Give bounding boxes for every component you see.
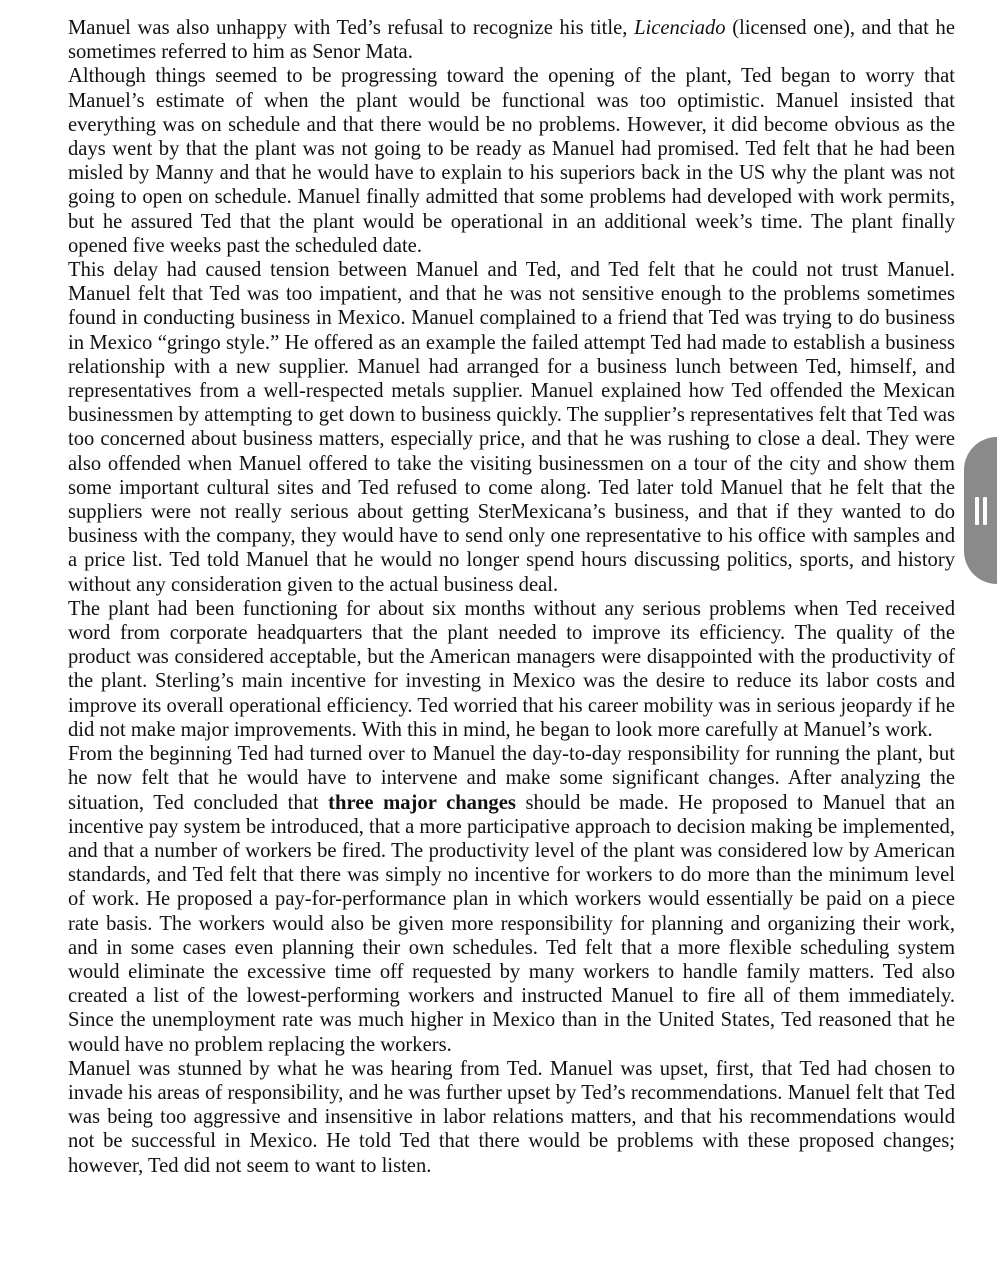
paragraph-3: This delay had caused tension between Manuel and Ted, and Ted felt that he could not trust Manuel. Manuel felt that Ted was too impatient, and that he was not sensitive enough to the problems sometimes found in conducting business in Mexico. Manuel complained to a friend that Ted was trying to do business in Mexico “gringo style.” He offered as an example the failed attempt Ted had made to establish a business relationship with a new supplier. Manuel had arranged for a business lunch between Ted, himself, and representatives from a well-respected metals supplier. Manuel explained how Ted offended the Mexican businessmen by attempting to get down to business quickly. The supplier’s representatives felt that Ted was too concerned about business matters, especially price, and that he was rushing to close a deal. They were also offended when Manuel offered to take the visiting businessmen on a tour of the city and show them some important cultural sites and Ted refused to come along. Ted later told Manuel that he felt that the suppliers were not really serious about getting SterMexicana’s business, and that if they wanted to do business with the company, they would have to send only one representative to his office with samples and a price list. Ted told Manuel that he would no longer spend hours discussing politics, sports, and history without any consideration given to the actual business deal. bbox=[68, 259, 955, 596]
scroll-handle-icon bbox=[975, 497, 979, 525]
paragraph-5-text-start: From the beginning Ted had turned over to Manuel the day-to-day responsibility for running the plant, but he now felt that he would have to intervene and make some significant changes. After analyzing the situation, Ted concluded that bbox=[68, 743, 955, 814]
paragraph-6: Manuel was stunned by what he was hearing from Ted. Manuel was upset, first, that Ted had chosen to invade his areas of responsibility, and he was further upset by Ted’s recommendations. Manuel felt that Ted was being too aggressive and insensitive in labor relations matters, and that his recommendations would not be successful in Mexico. He told Ted that there would be problems with these proposed changes; however, Ted did not seem to want to listen. bbox=[68, 1057, 955, 1177]
scroll-handle[interactable] bbox=[964, 437, 997, 584]
document-page bbox=[68, 16, 955, 1178]
paragraph-1 bbox=[68, 16, 955, 64]
paragraph-2: Although things seemed to be progressing toward the opening of the plant, Ted began to worry that Manuel’s estimate of when the plant would be functional was too optimistic. Manuel insisted that everything was on schedule and that there would be no problems. However, it did become obvious as the days went by that the plant was not going to be ready as Manuel had promised. Ted felt that he had been misled by Manny and that he would have to explain to his superiors back in the US why the plant was not going to open on schedule. Manuel finally admitted that some problems had developed with work permits, but he assured Ted that the plant would be operational in an additional week’s time. The plant finally opened five weeks past the scheduled date. bbox=[68, 65, 955, 257]
title-licenciado: Licenciado bbox=[634, 17, 726, 39]
paragraph-1-text-end: (licensed one), and that he sometimes referred to him as Senor Mata. bbox=[68, 17, 955, 64]
paragraph-5 bbox=[68, 742, 955, 1057]
paragraph-4: The plant had been functioning for about six months without any serious problems when Ted received word from corporate headquarters that the plant needed to improve its efficiency. The quality of the product was considered acceptable, but the American managers were disappointed with the productivity of the plant. Sterling’s main incentive for investing in Mexico was the desire to reduce its labor costs and improve its overall operational efficiency. Ted worried that his career mobility was in serious jeopardy if he did not make major improvements. With this in mind, he began to look more carefully at Manuel’s work. bbox=[68, 597, 955, 741]
scroll-handle-icon bbox=[983, 497, 987, 525]
three-major-changes-emphasis: three major changes bbox=[328, 791, 516, 814]
paragraph-1-text-start: Manuel was also unhappy with Ted’s refusal to recognize his title, bbox=[68, 17, 635, 39]
paragraph-5-text-end: should be made. He proposed to Manuel that an incentive pay system be introduced, that a more participative approach to decision making be implemented, and that a number of workers be fired. The productivity level of the plant was considered low by American standards, and Ted felt that there was simply no incentive for workers to do more than the minimum level of work. He proposed a pay-for-performance plan in which workers would essentially be paid on a piece rate basis. The workers would also be given more responsibility for planning and organizing their work, and in some cases even planning their own schedules. Ted felt that a more flexible scheduling system would eliminate the excessive time off requested by many workers to handle family matters. Ted also created a list of the lowest-performing workers and instructed Manuel to fire all of them immediately. Since the unemployment rate was much higher in Mexico than in the United States, Ted reasoned that he would have no problem replacing the workers. bbox=[68, 791, 956, 1056]
